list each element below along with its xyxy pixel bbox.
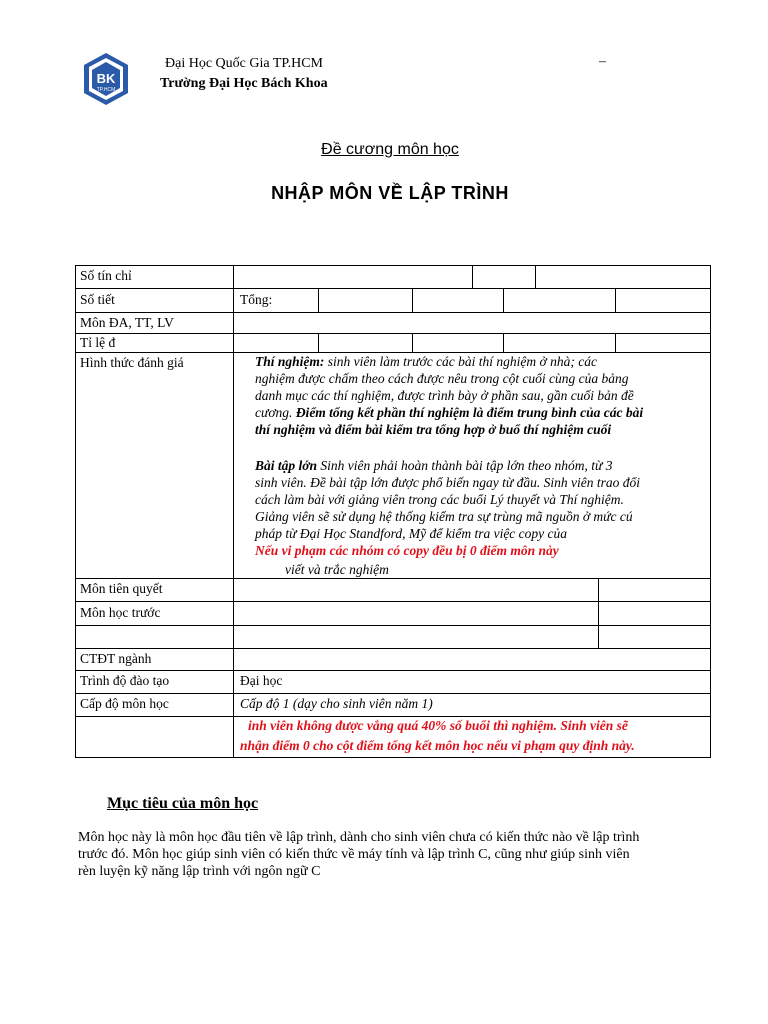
document-title: NHẬP MÔN VỀ LẬP TRÌNH [271,183,509,203]
copy-warning: Nếu vi phạm các nhóm có copy đều bị 0 điểm môn này [255,543,559,558]
exam-format: viết và trắc nghiệm [285,562,389,577]
value-cap-do: Cấp độ 1 (dạy cho sinh viên năm 1) [240,696,433,711]
label-hinh-thuc: Hình thức đánh giá [80,355,184,370]
project-text-1: Sinh viên phải hoàn thành bài tập lớn theo nhóm, từ 3 [317,458,613,473]
label-mon-da: Môn ĐA, TT, LV [80,315,174,330]
attendance-note-1: inh viên không được vắng quá 40% số buổi thì nghiệm. Sinh viên sẽ [248,718,628,733]
project-label: Bài tập lớn [255,458,318,473]
lab-text-2: nghiệm được chấm theo cách được nêu trong cột cuối cùng của bảng [255,371,629,386]
lab-text-1: sinh viên làm trước các bài thí nghiệm ở nhà; các [324,354,597,369]
project-text-2: sinh viên. Đề bài tập lớn được phổ biến ngay từ đầu. Sinh viên trao đổi [255,475,640,490]
label-ti-le: Tỉ lệ đ [80,335,116,350]
objectives-text [78,829,728,880]
header-dash: – [599,54,606,69]
objectives-line-1: Môn học này là môn học đầu tiên về lập trình, dành cho sinh viên chưa có kiến thức nào về lập trình [78,830,640,845]
project-text-5: pháp từ Đại Học Standford, Mỹ để kiểm tra việc copy của [255,526,568,541]
label-mon-tien-quyet: Môn tiên quyết [80,581,163,596]
lab-text-3: danh mục các thí nghiệm, được trình bày ở phần sau, gần cuối bản đề [255,388,634,403]
objectives-line-3: rèn luyện kỹ năng lập trình với ngôn ngữ C [78,864,321,879]
lab-text-5: thí nghiệm và điểm bài kiểm tra tổng hợp ở buổ thí nghiệm cuối [255,422,612,437]
bk-logo [78,53,134,105]
label-cap-do: Cấp độ môn học [80,696,169,711]
label-so-tin-chi: Số tín chỉ [80,268,132,283]
label-so-tiet: Số tiết [80,292,115,307]
lab-text-4a: cương. [255,405,296,420]
project-text-4: Giảng viên sẽ sử dụng hệ thống kiểm tra sự trùng mã nguồn ở mức cú [255,509,633,524]
objectives-title: Mục tiêu của môn học [107,795,259,812]
school-name: Trường Đại Học Bách Khoa [160,76,328,91]
value-trinh-do: Đại học [240,673,283,688]
label-trinh-do: Trình độ đào tạo [80,673,170,688]
university-name: Đại Học Quốc Gia TP.HCM [165,56,324,71]
attendance-note-2: nhận điểm 0 cho cột điểm tổng kết môn học nếu vi phạm quy định này. [240,738,635,753]
label-tong: Tổng: [240,292,273,307]
label-ctdt: CTĐT ngành [80,651,152,666]
objectives-line-2: trước đó. Môn học giúp sinh viên có kiến thức về máy tính và lập trình C, cũng như giúp sinh viên [78,847,630,862]
label-mon-hoc-truoc: Môn học trước [80,605,161,620]
lab-label: Thí nghiệm: [255,354,325,369]
lab-text-4b: Điểm tổng kết phần thí nghiệm là điểm trung bình của các bài [295,405,644,420]
document-subtitle: Đề cương môn học [321,141,459,158]
logo-letters: BK [96,71,116,86]
logo-subtext: TP.HCM [96,87,116,93]
project-text-3: cách làm bài với giảng viên trong các buổi Lý thuyết và Thí nghiệm. [255,492,624,507]
